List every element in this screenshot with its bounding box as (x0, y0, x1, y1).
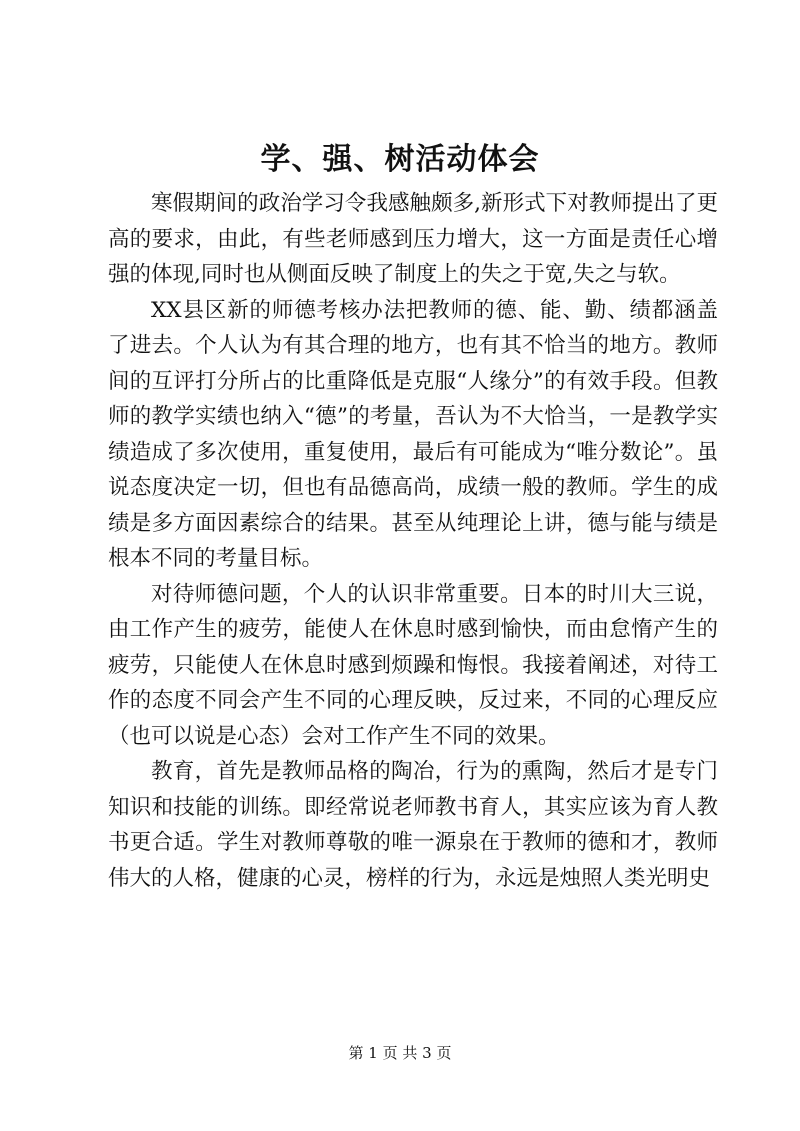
document-body (108, 186, 718, 896)
document-title: 学、强、树活动体会 (260, 142, 540, 177)
page-footer: 第 1 页 共 3 页 (348, 1044, 452, 1062)
paragraph-2: XX县区新的师德考核办法把教师的德、能、勤、绩都涵盖了进去。个人认为有其合理的地方，也有其不恰当的地方。教师间的互评打分所占的比重降低是克服“人缘分”的有效手段。但教师的教学实绩也纳入“德”的考量，吾认为不大恰当，一是教学实绩造成了多次使用，重复使用，最后有可能成为“唯分数论”。虽说态度决定一切，但也有品德高尚，成绩一般的教师。学生的成绩是多方面因素综合的结果。甚至从纯理论上讲，德与能与绩是根本不同的考量目标。 (108, 297, 718, 571)
paragraph-4: 教育，首先是教师品格的陶冶，行为的熏陶，然后才是专门知识和技能的训练。即经常说老师教书育人，其实应该为育人教书更合适。学生对教师尊敬的唯一源泉在于教师的德和才，教师伟大的人格，健康的心灵，榜样的行为，永远是烛照人类光明史 (108, 759, 718, 891)
paragraph-1: 寒假期间的政治学习令我感触颇多,新形式下对教师提出了更高的要求，由此，有些老师感到压力增大，这一方面是责任心增强的体现,同时也从侧面反映了制度上的失之于宽,失之与软。 (108, 191, 718, 287)
paragraph-3: 对待师德问题，个人的认识非常重要。日本的时川大三说，由工作产生的疲劳，能使人在休息时感到愉快，而由怠惰产生的疲劳，只能使人在休息时感到烦躁和悔恨。我接着阐述，对待工作的态度不同会产生不同的心理反映，反过来，不同的心理反应（也可以说是心态）会对工作产生不同的效果。 (108, 581, 718, 749)
